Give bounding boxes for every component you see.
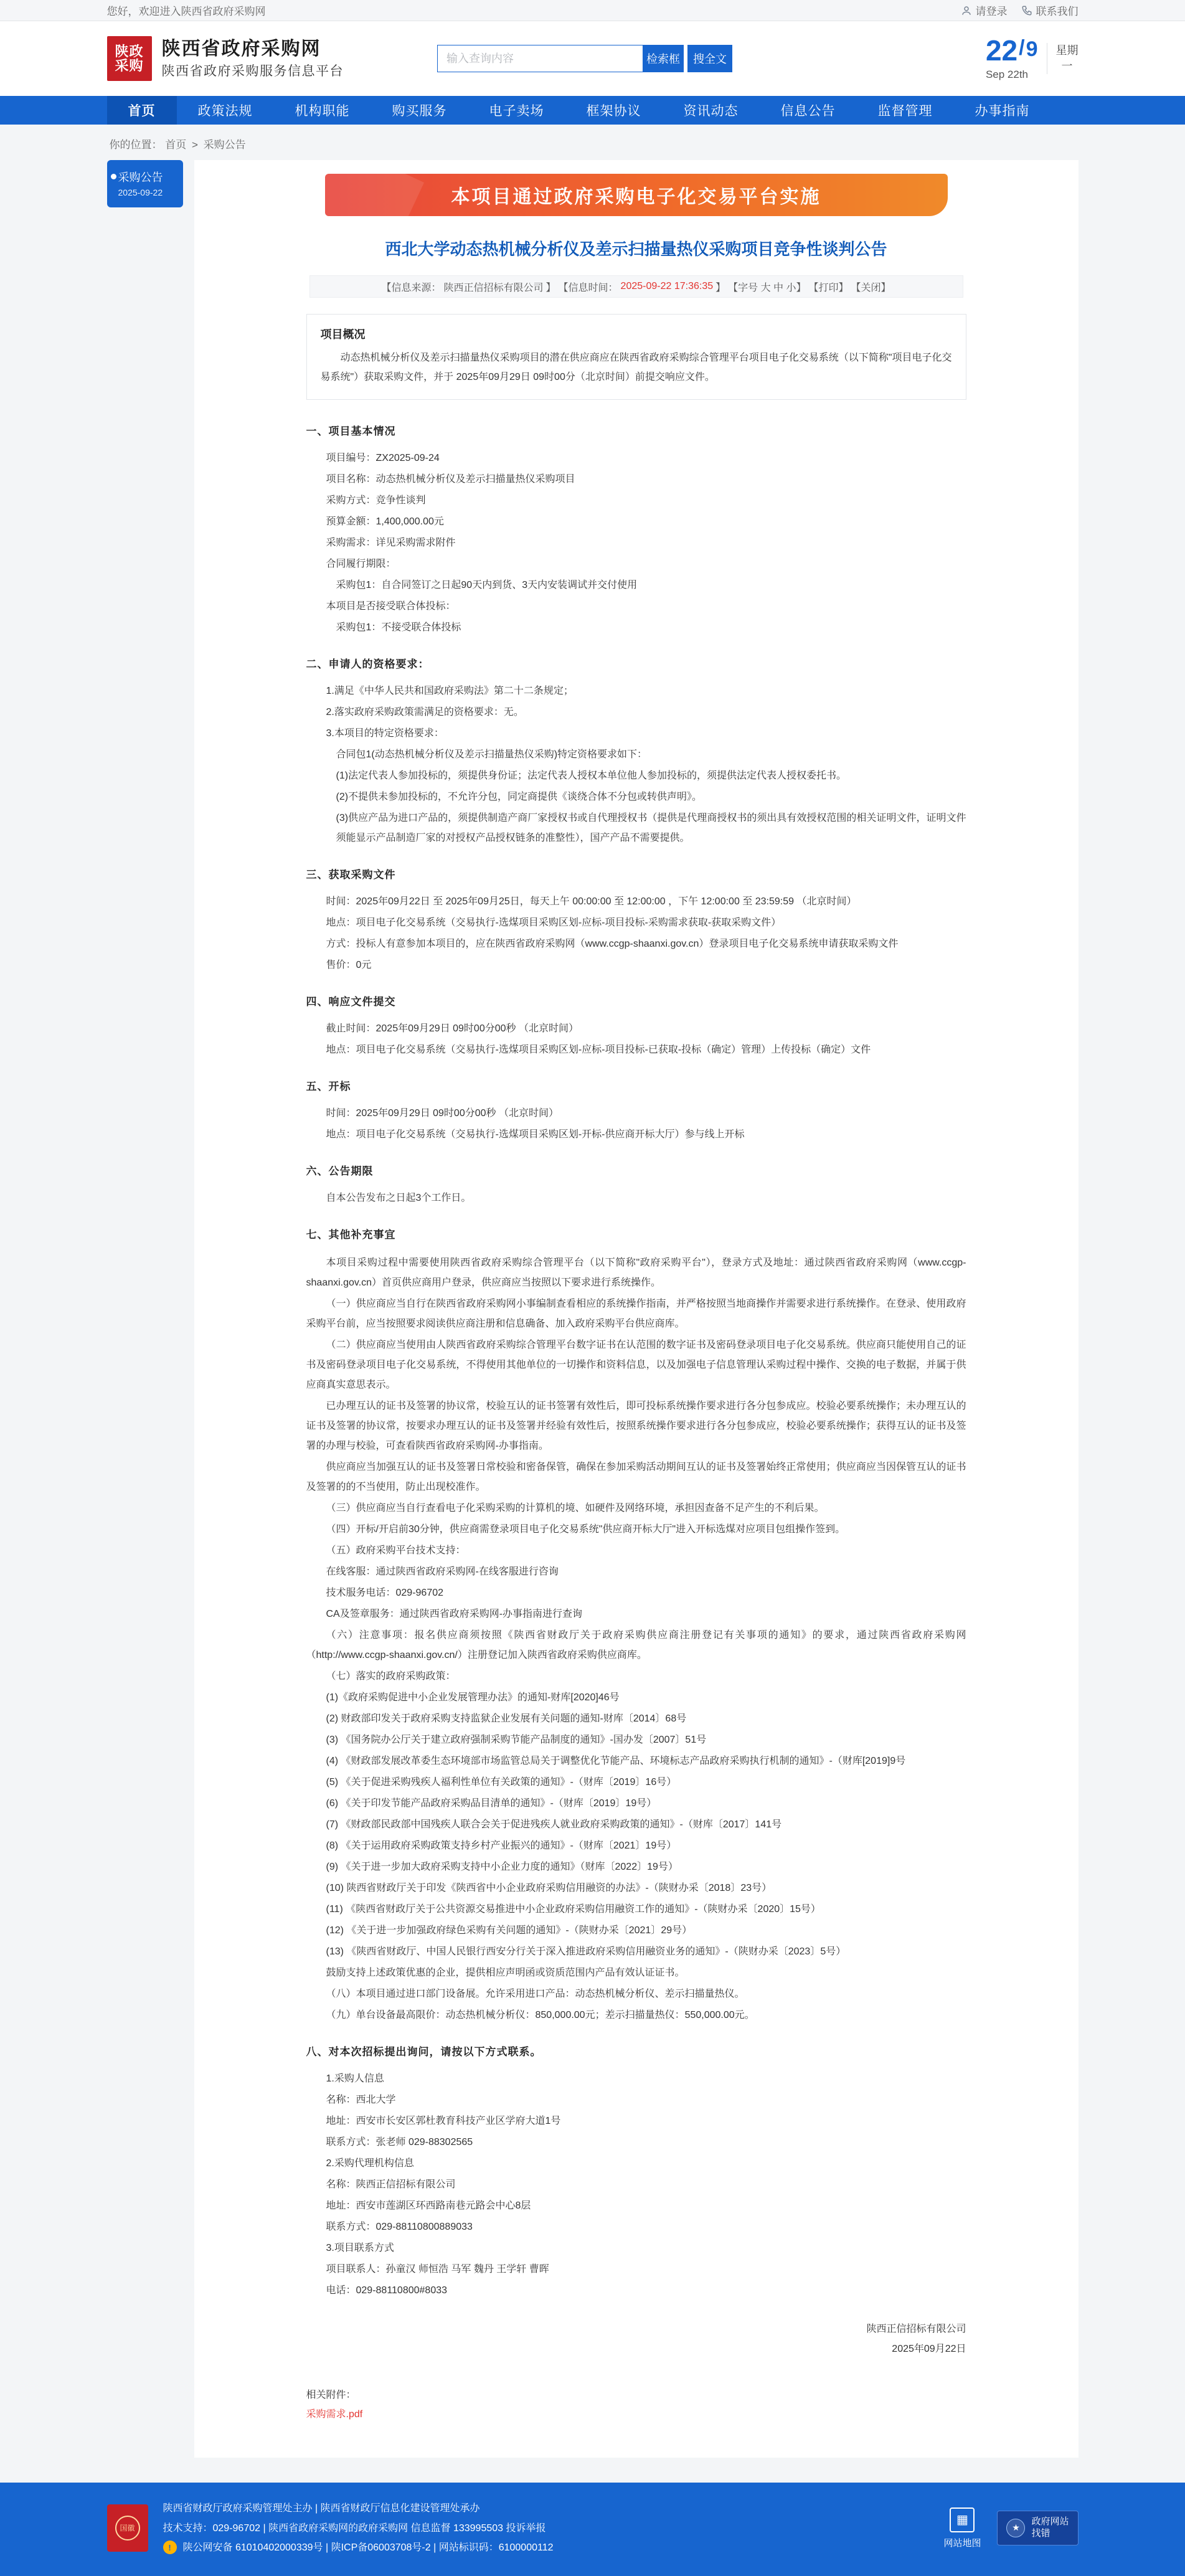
section-paragraph: 2.落实政府采购政策需满足的资格要求：无。 xyxy=(326,707,524,718)
nav-item-label: 框架协议 xyxy=(586,104,641,118)
gov-report-line2: 找错 xyxy=(1031,2528,1050,2539)
site-footer xyxy=(0,2483,1185,2576)
section-paragraph: 3.项目联系方式 xyxy=(326,2243,394,2254)
logo-emblem xyxy=(107,36,152,81)
section-paragraph: 已办理互认的证书及签署的协议常，校验互认的证书签署有效性后，即可投标系统操作要求进行各分包参成应。校验必要系统操作；未办理互认的证书及签署的协议常，按要求办理互认的证书及签署并经验有效性后，按照系统操作要求进行各分包参成应，校验必要系统操作；获得互认的证书及签署的办理与校验，可查看陕西省政府采购网-办事指南。 xyxy=(306,1401,966,1452)
section-paragraph: (2)不提供未参加投标的，不允许分包，同定商提供《谈绕合体不分包或转供声明》。 xyxy=(336,792,702,803)
nav-item-5[interactable] xyxy=(565,96,663,125)
project-overview-heading: 项目概况 xyxy=(320,328,366,341)
section-paragraph: (11) 《陕西省财政厅关于公共资源交易推进中小企业政府采购信用融资工作的通知》-（陕财办采〔2020〕15号） xyxy=(326,1904,821,1915)
section-paragraph: (13) 《陕西省财政厅、中国人民银行西安分行关于深入推进政府采购信用融资业务的通知》-（陕财办采〔2023〕5号） xyxy=(326,1946,846,1958)
section-paragraph: 供应商应当加强互认的证书及签署日常校验和密备保管，确保在参加采购活动期间互认的证书及签署始终正常使用；供应商应当因保管互认的证书及签署的的不当使用，防止出现校准作。 xyxy=(306,1462,966,1493)
section-paragraph: 项目联系人：孙童汉 师恒浩 马军 魏丹 王学轩 曹晖 xyxy=(326,2264,549,2275)
section-paragraph: CA及签章服务：通过陕西省政府采购网-办事指南进行查询 xyxy=(326,1609,583,1620)
main-nav xyxy=(0,96,1185,125)
nav-item-7[interactable] xyxy=(760,96,857,125)
article-body xyxy=(306,421,966,2301)
print-button[interactable]: 【打印】 xyxy=(808,282,849,293)
section-paragraph: （三）供应商应当自行查看电子化采购采购的计算机的境、如硬件及网络环境，承担因查备不足产生的不利后果。 xyxy=(326,1503,824,1514)
section-paragraph: 截止时间：2025年09月29日 09时00分00秒 （北京时间） xyxy=(326,1023,578,1035)
sitemap-label: 网站地图 xyxy=(943,2537,981,2549)
section-paragraph: （二）供应商应当使用由人陕西省政府采购综合管理平台数字证书在认范围的数字证书及密码登录项目电子化交易系统。供应商只能使用自己的证书及密码登录项目电子化交易系统，不得使用其他单位的一切操作和资料信息，以及加强电子信息管理认采购过程中操作、交换的电子数据，并属于供应商真实意思表示。 xyxy=(306,1340,966,1391)
contact-label: 联系我们 xyxy=(1036,6,1079,17)
breadcrumb-separator: > xyxy=(191,139,198,151)
footer-line-3: 陕公网安备 61010402000339号 | 陕ICP备06003708号-2 | 网站标识码：6100000112 xyxy=(182,2542,554,2553)
meta-source-label: 【信息来源： xyxy=(381,282,441,293)
section-paragraph: 时间：2025年09月22日 至 2025年09月25日，每天上午 00:00:00 至 12:00:00 ，下午 12:00:00 至 23:59:59 （北京时间） xyxy=(326,896,857,907)
section-paragraph: （五）政府采购平台技术支持： xyxy=(326,1545,466,1556)
section-paragraph: (1)《政府采购促进中小企业发展管理办法》的通知-财库[2020]46号 xyxy=(326,1692,620,1703)
section-paragraph: (3)供应产品为进口产品的，须提供制造产商厂家授权书或自代理授权书（提供是代理商授权书的须出具有效授权范围的相关证明文件，证明文件须能显示产品制造厂家的对授权产品授权链条的准整性），国产产品不需要提供。 xyxy=(336,813,966,844)
section-paragraph: (5) 《关于促进采购残疾人福利性单位有关政策的通知》-（财库〔2019〕16号） xyxy=(326,1777,677,1788)
gov-report-line1: 政府网站 xyxy=(1031,2516,1069,2527)
font-size-control[interactable]: 【字号 大 中 小】 xyxy=(728,282,806,293)
section-paragraph: 采购需求：详见采购需求附件 xyxy=(326,537,456,549)
date-english: Sep 22th xyxy=(985,69,1029,80)
nav-item-label: 办事指南 xyxy=(975,104,1030,118)
sidebar-item-procurement-notice[interactable] xyxy=(107,160,183,207)
meta-source-end: 】 xyxy=(545,282,556,293)
section-heading: 三、获取采购文件 xyxy=(306,869,396,881)
utility-bar xyxy=(0,0,1185,21)
section-paragraph: 采购包1：自合同签订之日起90天内到货、3天内安装调试并交付使用 xyxy=(336,580,638,591)
gov-website-report-button[interactable] xyxy=(997,2511,1078,2545)
site-search xyxy=(437,45,732,72)
section-paragraph: (4) 《财政部发展改革委生态环境部市场监管总局关于调整优化节能产品、环境标志产品政府采购执行机制的通知》-（财库[2019]9号 xyxy=(326,1756,906,1767)
section-paragraph: 项目编号：ZX2025-09-24 xyxy=(326,453,440,464)
gov-seal-icon: ★ xyxy=(1006,2519,1025,2537)
phone-icon xyxy=(1021,5,1032,16)
section-paragraph: 采购包1：不接受联合体投标 xyxy=(336,622,461,633)
section-paragraph: 地点：项目电子化交易系统（交易执行-选煤项目采购区划-开标-供应商开标大厅）参与线上开标 xyxy=(326,1129,745,1140)
sidebar xyxy=(107,160,183,207)
signature-company: 陕西正信招标有限公司 xyxy=(866,2324,966,2335)
section-paragraph: (10) 陕西省财政厅关于印发《陕西省中小企业政府采购信用融资的办法》-（陕财办采〔2018〕23号） xyxy=(326,1883,772,1894)
logo-emblem-line1: 陕政 xyxy=(115,43,144,59)
meta-time-label: 【信息时间： xyxy=(558,282,618,293)
national-emblem-icon: 国徽 xyxy=(107,2504,148,2552)
sitemap-link[interactable] xyxy=(943,2507,981,2549)
breadcrumb-item-current[interactable]: 采购公告 xyxy=(203,139,246,151)
section-heading: 六、公告期限 xyxy=(306,1165,374,1178)
article-meta xyxy=(309,275,963,298)
nav-item-9[interactable] xyxy=(954,96,1051,125)
breadcrumb-prefix: 你的位置： xyxy=(109,139,163,151)
nav-item-0[interactable] xyxy=(107,96,177,125)
section-paragraph: (6) 《关于印发节能产品政府采购品目清单的通知》-（财库〔2019〕19号） xyxy=(326,1798,657,1809)
date-month: 9 xyxy=(1026,37,1038,61)
sidebar-item-date: 2025-09-22 xyxy=(118,187,163,198)
section-paragraph: （一）供应商应当自行在陕西省政府采购网小事编制查看相应的系统操作指南，并严格按照当地商操作并需要求进行系统操作。在登录、使用政府采购平台前，应当按照要求阅读供应商注册和信息确备、加入政府采购平台供应商库。 xyxy=(306,1299,966,1330)
section-paragraph: 地址：西安市莲湖区环西路南巷元路会中心8层 xyxy=(326,2200,531,2212)
site-name: 陕西省政府采购网 xyxy=(161,39,321,60)
nav-item-1[interactable] xyxy=(177,96,274,125)
section-paragraph: 联系方式：029-88110800889033 xyxy=(326,2222,473,2233)
section-heading: 八、对本次招标提出询问，请按以下方式联系。 xyxy=(306,2046,542,2058)
site-header xyxy=(0,21,1185,96)
nav-item-label: 购买服务 xyxy=(392,104,447,118)
section-paragraph: 鼓励支持上述政策优惠的企业，提供相应声明函或资质范围内产品有效认证证书。 xyxy=(326,1968,685,1979)
contact-link[interactable] xyxy=(1021,2,1079,18)
login-label: 请登录 xyxy=(975,6,1008,17)
nav-item-8[interactable] xyxy=(857,96,954,125)
sidebar-item-label: 采购公告 xyxy=(118,171,163,184)
section-heading: 一、项目基本情况 xyxy=(306,425,396,438)
section-paragraph: 电话：029-88110800#8033 xyxy=(326,2285,448,2296)
section-paragraph: (8) 《关于运用政府采购政策支持乡村产业振兴的通知》-（财库〔2021〕19号） xyxy=(326,1840,677,1852)
fulltext-search-button[interactable]: 搜全文 xyxy=(687,45,732,72)
section-paragraph: (9) 《关于进一步加大政府采购支持中小企业力度的通知》（财库〔2022〕19号） xyxy=(326,1862,678,1873)
section-paragraph: 1.采购人信息 xyxy=(326,2073,384,2085)
section-paragraph: （九）单台设备最高限价：动态热机械分析仪：850,000.00元；差示扫描量热仪：550,000.00元。 xyxy=(326,2010,755,2021)
section-paragraph: (7) 《财政部民政部中国残疾人联合会关于促进残疾人就业政府采购政策的通知》-（财库〔2017〕141号 xyxy=(326,1819,782,1830)
date-separator: / xyxy=(1019,36,1025,60)
meta-time-end: 】 xyxy=(715,282,726,293)
section-paragraph: (2) 财政部印发关于政府采购支持监狱企业发展有关问题的通知-财库〔2014〕68号 xyxy=(326,1713,687,1725)
section-heading: 五、开标 xyxy=(306,1081,351,1093)
logo-emblem-line2: 采购 xyxy=(115,58,144,73)
close-button[interactable]: 【关闭】 xyxy=(851,282,891,293)
page-title: 西北大学动态热机械分析仪及差示扫描量热仪采购项目竞争性谈判公告 xyxy=(385,240,887,258)
footer-line-1: 陕西省财政厅政府采购管理处主办 | 陕西省财政厅信息化建设管理处承办 xyxy=(163,2503,480,2514)
breadcrumb-item-home[interactable]: 首页 xyxy=(165,139,187,151)
footer-line-2: 技术支持：029-96702 | 陕西省政府采购网的政府采购网 信息监督 133995503 投诉举报 xyxy=(163,2522,546,2534)
date-widget xyxy=(986,36,1079,81)
section-paragraph: 1.满足《中华人民共和国政府采购法》第二十二条规定； xyxy=(326,686,574,697)
signature-date: 2025年09月22日 xyxy=(892,2344,966,2355)
section-paragraph: (12) 《关于进一步加强政府绿色采购有关问题的通知》-（陕财办采〔2021〕29号） xyxy=(326,1925,692,1936)
nav-item-6[interactable] xyxy=(663,96,760,125)
warning-badge-icon: ! xyxy=(163,2540,177,2554)
section-paragraph: 地点：项目电子化交易系统（交易执行-选煤项目采购区划-应标-项目投标-已获取-投标（确定）管理）上传投标（确定）文件 xyxy=(326,1044,871,1056)
nav-item-label: 资讯动态 xyxy=(683,104,739,118)
nav-item-label: 电子卖场 xyxy=(489,104,544,118)
section-paragraph: 联系方式：张老师 029-88302565 xyxy=(326,2137,473,2148)
nav-item-label: 信息公告 xyxy=(780,104,836,118)
section-paragraph: 在线客服：通过陕西省政府采购网-在线客服进行咨询 xyxy=(326,1566,559,1578)
site-subtitle: 陕西省政府采购服务信息平台 xyxy=(161,64,344,78)
attachment-label: 相关附件： xyxy=(306,2390,356,2401)
section-paragraph: 技术服务电话：029-96702 xyxy=(326,1588,444,1599)
platform-banner-text: 本项目通过政府采购电子化交易平台实施 xyxy=(451,187,821,207)
section-paragraph: 地点：项目电子化交易系统（交易执行-选煤项目采购区划-应标-项目投标-采购需求获取-获取采购文件） xyxy=(326,917,781,929)
section-paragraph: 采购方式：竞争性谈判 xyxy=(326,495,426,506)
nav-item-2[interactable] xyxy=(274,96,371,125)
section-paragraph: 地址：西安市长安区郭杜教育科技产业区学府大道1号 xyxy=(326,2116,561,2127)
project-overview-text: 动态热机械分析仪及差示扫描量热仪采购项目的潜在供应商应在陕西省政府采购综合管理平台项目电子化交易系统（以下简称"项目电子化交易系统"）获取采购文件，并于 2025年09月29日 09时00分（北京时间）前提交响应文件。 xyxy=(320,353,952,383)
user-icon xyxy=(961,5,972,16)
meta-source-value: 陕西正信招标有限公司 xyxy=(443,282,544,293)
weekday-label: 星期 xyxy=(1055,44,1079,57)
project-overview-box xyxy=(306,314,966,400)
nav-item-label: 机构职能 xyxy=(295,104,350,118)
site-logo[interactable] xyxy=(107,36,344,81)
section-paragraph: 方式：投标人有意参加本项目的，应在陕西省政府采购网（www.ccgp-shaanxi.gov.cn）登录项目电子化交易系统申请获取采购文件 xyxy=(326,939,899,950)
nav-item-label: 政策法规 xyxy=(197,104,253,118)
weekday-value: 一 xyxy=(1061,60,1073,72)
sitemap-icon: ▦ xyxy=(950,2507,975,2532)
signature-block xyxy=(306,2319,966,2359)
greeting-text: 您好，欢迎进入陕西省政府采购网 xyxy=(106,6,266,17)
attachment-block xyxy=(306,2387,966,2420)
search-input[interactable] xyxy=(437,45,643,72)
platform-banner xyxy=(325,174,948,216)
section-paragraph: 名称：西北大学 xyxy=(326,2095,396,2106)
section-paragraph: 合同包1(动态热机械分析仪及差示扫描量热仪采购)特定资格要求如下： xyxy=(336,749,648,760)
bullet-icon xyxy=(111,174,116,179)
login-link[interactable] xyxy=(961,2,1008,18)
section-paragraph: 售价：0元 xyxy=(326,960,372,971)
section-paragraph: 3.本项目的特定资格要求： xyxy=(326,728,444,739)
section-heading: 二、申请人的资格要求： xyxy=(306,658,430,671)
section-paragraph: 时间：2025年09月29日 09时00分00秒 （北京时间） xyxy=(326,1108,559,1119)
article-panel xyxy=(194,160,1079,2458)
nav-item-4[interactable] xyxy=(468,96,565,125)
section-paragraph: 预算金额：1,400,000.00元 xyxy=(326,516,444,528)
section-paragraph: 2.采购代理机构信息 xyxy=(326,2158,414,2169)
section-paragraph: 本项目采购过程中需要使用陕西省政府采购综合管理平台（以下简称"政府采购平台"），登录方式及地址：通过陕西省政府采购网（www.ccgp-shaanxi.gov.cn）首页供应商用户登录，供应商应当按照以下要求进行系统操作。 xyxy=(306,1257,966,1289)
attachment-link[interactable]: 采购需求.pdf xyxy=(306,2409,363,2420)
section-paragraph: 本项目是否接受联合体投标： xyxy=(326,601,456,612)
section-paragraph: （八）本项目通过进口部门设备展。允许采用进口产品：动态热机械分析仪、差示扫描量热仪。 xyxy=(326,1989,745,2000)
section-paragraph: （七）落实的政府采购政策： xyxy=(326,1671,456,1682)
nav-item-label: 首页 xyxy=(128,104,156,118)
section-paragraph: （四）开标/开启前30分钟，供应商需登录项目电子化交易系统"供应商开标大厅"进入开标选煤对应项目包组操作签到。 xyxy=(326,1524,846,1535)
section-paragraph: (1)法定代表人参加投标的，须提供身份证；法定代表人授权本单位他人参加投标的，须提供法定代表人授权委托书。 xyxy=(336,770,847,782)
section-paragraph: 合同履行期限： xyxy=(326,559,396,570)
section-paragraph: (3) 《国务院办公厅关于建立政府强制采购节能产品制度的通知》-国办发〔2007〕51号 xyxy=(326,1735,707,1746)
date-day: 22 xyxy=(985,34,1018,67)
section-paragraph: 项目名称：动态热机械分析仪及差示扫描量热仪采购项目 xyxy=(326,474,575,485)
breadcrumb xyxy=(107,125,1079,160)
section-paragraph: 自本公告发布之日起3个工作日。 xyxy=(326,1193,471,1204)
section-heading: 四、响应文件提交 xyxy=(306,996,396,1008)
section-paragraph: 名称：陕西正信招标有限公司 xyxy=(326,2179,456,2190)
nav-item-3[interactable] xyxy=(371,96,468,125)
section-heading: 七、其他补充事宜 xyxy=(306,1229,396,1241)
nav-item-label: 监督管理 xyxy=(877,104,933,118)
section-paragraph: （六）注意事项：报名供应商须按照《陕西省财政厅关于政府采购供应商注册登记有关事项的通知》的要求，通过陕西省政府采购网（http://www.ccgp-shaanxi.gov.cn/）注册登记加入陕西省政府采购供应商库。 xyxy=(306,1630,966,1661)
search-button[interactable]: 检索框 xyxy=(643,45,684,72)
meta-time-value: 2025-09-22 17:36:35 xyxy=(620,281,714,291)
